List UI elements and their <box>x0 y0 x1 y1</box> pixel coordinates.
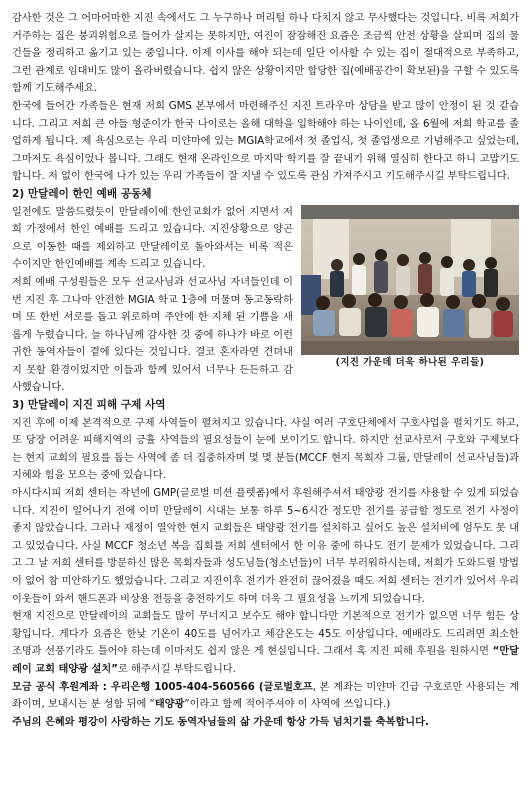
section-2-paragraph-1: 일전에도 말씀드렸듯이 만달레이에 한인교회가 없어 지면서 저희 가정에서 한인 예배를 드리고 있습니다. 지진상황으로 양곤으로 이동한 때를 제외하고 만달레이로 돌아와서는 비록 적은 수이지만 한인예배를 계속 드리고 있습니다. <box>12 206 293 271</box>
closing-blessing: 주님의 은혜와 평강이 사랑하는 기도 동역자님들의 삶 가운데 항상 가득 넘치기를 축복합니다. <box>12 716 429 728</box>
photo-caption: (지진 가운데 더욱 하나된 우리들) <box>335 356 485 368</box>
group-photo-figure <box>301 205 519 371</box>
account-keyword: 태양광 <box>154 699 185 711</box>
account-note-end: ”이라고 함께 적어주셔야 이 사역에 쓰입니다.) <box>184 699 391 711</box>
donation-account <box>12 679 519 714</box>
account-note: , 본 계좌는 미얀마 긴급 구호로만 사용되는 계좌이며, 보내시는 분 성함 뒤에 “ <box>12 681 519 711</box>
section-2-title: 2) 만달레이 한인 예배 공동체 <box>12 187 152 200</box>
donation-designation: “만달레이 교회 태양광 설치” <box>12 646 519 675</box>
section-3-paragraph-2: 아시다시피 저희 센터는 작년에 GMP(글로벌 미션 플렛폼)에서 후원해주셔서 태양광 전기를 사용할 수 있게 되었습니다. 지진이 일어나기 전에 이미 만달레이 시내는 보통 하루 5~6시간 정도만 전기를 공급할 정도로 전기 사정이 좋지 않았습니다. 그러나 재정이 열악한 현지 교회들은 태양광 전기를 설치하고 싶어도 높은 설치비에 엄두도 못 내고 있었습니다. 사실 MCCF 청소년 복음 집회를 저희 센터에서 한 이유 중에 하나도 전기 문제가 있었습니다. 그리고 그 날 저희 센터를 방문하신 많은 목회자들과 성도님들(청소년들)이 너무 부러워하시는데, 저희가 도와드릴 방법이 없어 참 미안하기도 했었습니다. 그리고 지진이후 전기가 완전히 끊어졌을 때도 저희 센터는 전기가 있어서 우리 이웃들이 와서 핸드폰과 비상용 전등을 충전하기도 하며 더욱 그 필요성을 느끼게 되었습니다. <box>12 488 519 605</box>
donation-request-text: 현재 지진으로 만달레이의 교회들도 많이 무너지고 보수도 해야 합니다만 기본적으로 전기가 없으면 너무 힘든 상황입니다. 게다가 요즘은 한낮 기온이 40도를 넘어가고 체감온도는 45도 이상입니다. 예배라도 드리려면 최소한 조명과 선풍기라도 틀어야 하는데 이마저도 쉽지 않은 게 현실입니다. 그래서 혹 지진 피해 후원을 원하시면 <box>12 611 519 658</box>
intro-paragraph-1: 감사한 것은 그 어마어마한 지진 속에서도 그 누구하나 머리털 하나 다치지 않고 무사했다는 것입니다. 비록 저희가 거주하는 집은 붕괴위험으로 들어가 살지는 못하지만, 여진이 잠잠해진 요즘은 조금씩 안전 상황을 살피며 집의 물건들을 정리하고 옮기고 있는 중입니다. 이제 이사를 해야 되는데 일단 이사할 수 있는 집이 절대적으로 부족하고, 그런 관계로 임대비도 많이 올라버렸습니다. 쉽지 않은 상황이지만 합당한 집(예배공간이 확보된)을 구할 수 있도록 함께 기도해주세요. <box>12 13 519 95</box>
section-3-paragraph-1: 지진 후에 이제 본격적으로 구제 사역들이 펼쳐지고 있습니다. 사실 여러 구호단체에서 구호사업을 펼치기도 하고, 또 당장 어려운 피해지역의 긍휼 사역들의 필요성들이 눈에 보이기도 합니다. 하지만 선교사로서 구호와 구제보다는 현지 교회의 필요를 돕는 사역에 좀 더 집중하자며 몇 몇 분들(MCCF 현지 목회자 그룹, 만달레이 선교사님들)과 지혜와 힘을 모으는 중에 있습니다. <box>12 417 519 482</box>
section-3-title: 3) 만달레이 지진 피해 구제 사역 <box>12 399 166 412</box>
section-3-paragraph-3 <box>12 608 519 678</box>
section-2-paragraph-2: 저희 예배 구성원들은 모두 선교사님과 선교사님 자녀들인데 이번 지진 후 그나마 안전한 MGIA 학교 1층에 머물며 동고동락하며 또 한번 서로를 돕고 위로하며 주안에 한 지체 된 기쁨을 새롭게 누렸습니다. 늘 하나님께 감사한 것 중에 하나가 바로 이런 귀한 동역자들이 곁에 있다는 것입니다. 결코 혼자라면 견뎌내지 못할 환경이었지만 이들과 함께 있어서 너무나 든든하고 감사했습니다. <box>12 276 293 394</box>
intro-paragraph-2: 한국에 들어간 가족들은 현재 저희 GMS 본부에서 마련해주신 지진 트라우마 상담을 받고 많이 안정이 된 것 같습니다. 그리고 저희 큰 아들 형준이가 한국 나이로는 올해 대학을 입학해야 하는 나이인데, 올 6월에 저희 학교를 졸업하게 됩니다. 제 욕심으로는 우리 미얀마에 있는 MGIA학교에서 첫 졸업식, 첫 졸업생으로 기념해주고 싶었는데, 그마저도 욕심이었나 봅니다. 그래도 현재 온라인으로 마지막 학기를 잘 끝내기 위해 열심히 한다고 하니 고맙기도 합니다. 저 없이 한국에 나가 있는 우리 가족들이 잘 지낼 수 있도록 관심 가져주시고 기도해주시길 부탁드립니다. <box>12 100 519 183</box>
account-number: 모금 공식 후원계좌 : 우리은행 1005-404-560566 (글로벌호프 <box>12 681 313 693</box>
donation-request-end: 로 해주시길 부탁드립니다. <box>117 663 236 675</box>
group-photo <box>301 205 519 355</box>
